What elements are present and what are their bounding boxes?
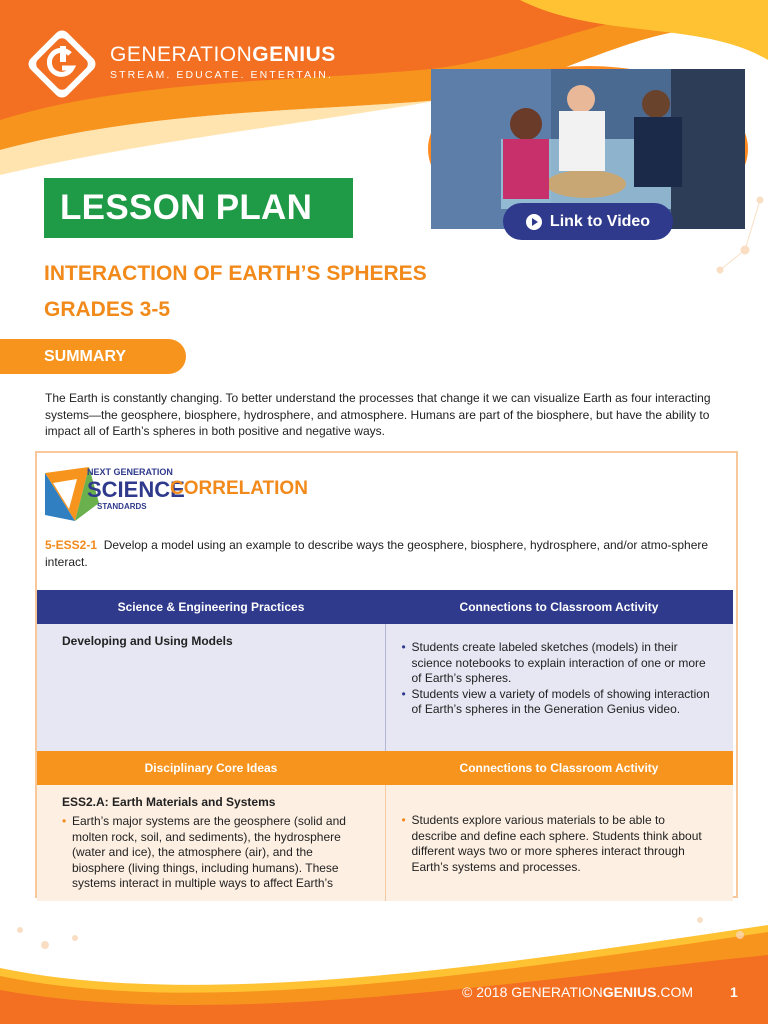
- list-item: • Earth’s major systems are the geosphere (solid and molten rock, soil, and sediments), the hydrosphere (water and ice), the atmosphere (air), and the biosphere (living things, including humans). These systems interact in multiple ways to affect Earth’s: [62, 814, 367, 892]
- practices-header: Science & Engineering Practices: [37, 590, 385, 624]
- svg-text:NEXT GENERATION: NEXT GENERATION: [87, 467, 173, 477]
- lesson-plan-banner: LESSON PLAN: [44, 178, 353, 238]
- brand-name: GENERATIONGENIUS: [110, 43, 336, 66]
- practice-cell: [37, 624, 385, 751]
- brand-block: [110, 44, 336, 81]
- list-item: • Students explore various materials to be able to describe and define each sphere. Students think about different ways two or more spheres interact through Earth’s systems and processes.: [402, 813, 714, 875]
- lesson-grades: GRADES 3-5: [44, 298, 171, 321]
- core-idea-heading: ESS2.A: Earth Materials and Systems: [62, 795, 276, 809]
- page-number: 1: [730, 984, 738, 1000]
- table1-body-row: [37, 624, 733, 751]
- footer-wave-graphic: [0, 910, 768, 1024]
- lesson-title-line1: INTERACTION OF EARTH’S SPHERES: [44, 262, 427, 285]
- connections-header-1: Connections to Classroom Activity: [385, 590, 733, 624]
- standard-text: Develop a model using an example to describe ways the geosphere, biosphere, hydrosphere, and/or atmo-sphere interact.: [45, 538, 709, 569]
- generation-genius-logo: [22, 24, 102, 104]
- brand-tagline: STREAM. EDUCATE. ENTERTAIN.: [110, 69, 333, 81]
- connections-cell-1: [385, 624, 733, 751]
- link-to-video-label: Link to Video: [549, 212, 651, 230]
- correlation-table: [37, 590, 733, 901]
- lesson-title: [44, 256, 427, 328]
- list-item: • Students create labeled sketches (models) in their science notebooks to explain interaction of one or more of Earth’s spheres.: [402, 640, 714, 687]
- standard-code: 5-ESS2-1: [45, 538, 98, 552]
- table2-header-row: [37, 751, 733, 785]
- connections-header-2: Connections to Classroom Activity: [385, 751, 733, 785]
- correlation-heading: CORRELATION: [170, 478, 308, 499]
- summary-text: The Earth is constantly changing. To better understand the processes that change it we can visualize Earth as four interacting systems—the geosphere, biosphere, hydrosphere, and atmosphere. Humans are part of the biosphere, but have the ability to impact all of Earth’s spheres in both positive and negative ways.: [45, 391, 711, 438]
- ngss-logo: [41, 463, 185, 525]
- summary-heading: SUMMARY: [0, 339, 186, 374]
- practice-item: Developing and Using Models: [62, 634, 233, 648]
- table2-body-row: [37, 785, 733, 901]
- footer-copyright: © 2018 GENERATIONGENIUS.COM: [462, 984, 694, 1000]
- list-item: • Students view a variety of models of showing interaction of Earth’s spheres in the Generation Genius video.: [402, 687, 714, 718]
- connections-cell-2: [385, 785, 733, 901]
- play-icon: [526, 214, 542, 230]
- core-ideas-header: Disciplinary Core Ideas: [37, 751, 385, 785]
- table1-header-row: [37, 590, 733, 624]
- svg-text:STANDARDS: STANDARDS: [97, 502, 147, 511]
- core-idea-cell: [37, 785, 385, 901]
- svg-text:SCIENCE: SCIENCE: [87, 477, 185, 502]
- link-to-video-button[interactable]: [503, 203, 673, 240]
- standard-description: [45, 537, 725, 570]
